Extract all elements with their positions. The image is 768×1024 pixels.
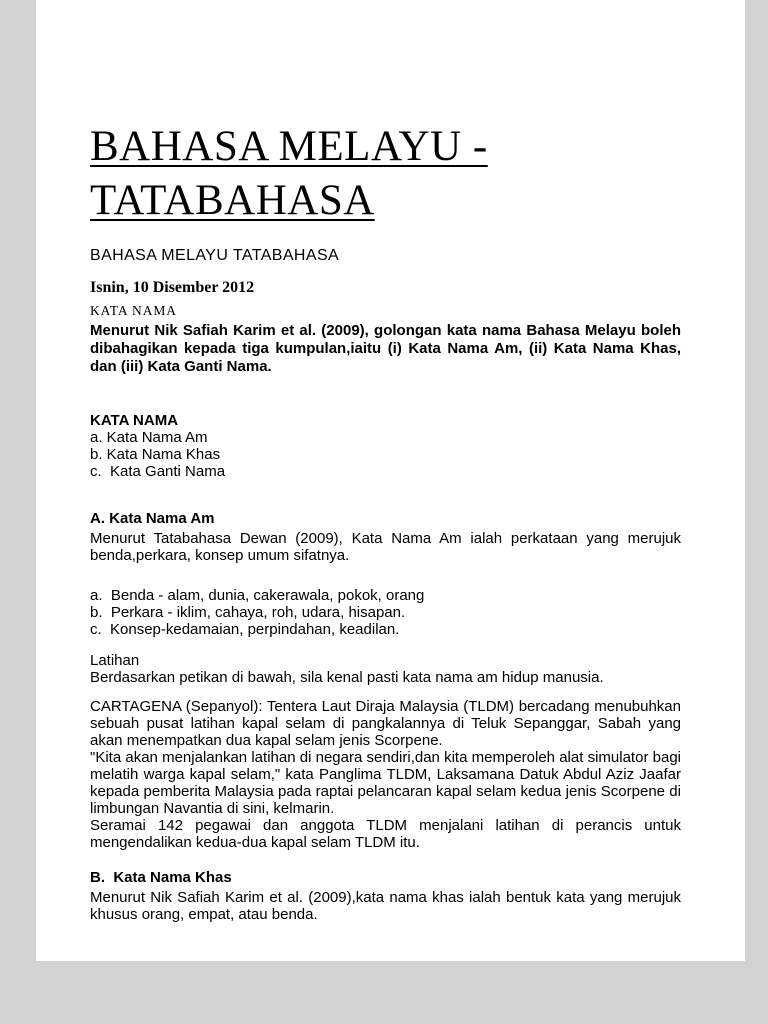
- passage-block: [90, 698, 681, 851]
- kata-nama-list-heading: KATA NAMA: [90, 411, 179, 429]
- latihan-heading: Latihan: [90, 651, 140, 669]
- page-title-line-2: TATABAHASA: [90, 177, 375, 224]
- list-item: c. Kata Ganti Nama: [90, 462, 226, 480]
- list-item: b. Kata Nama Khas: [90, 445, 221, 463]
- passage-paragraph: Seramai 142 pegawai dan anggota TLDM menjalani latihan di perancis untuk mengendalikan kedua-dua kapal selam TLDM itu.: [90, 816, 681, 851]
- passage-paragraph: "Kita akan menjalankan latihan di negara sendiri,dan kita memperoleh alat simulator bagi melatih warga kapal selam," kata Panglima TLDM, Laksamana Datuk Abdul Aziz Jaafar kepada pemberita Malaysia pada raptai pelancaran kapal selam kedua jenis Scorpene di limbungan Navantia di sini, kelmarin.: [90, 748, 681, 817]
- list-item: a. Benda - alam, dunia, cakerawala, pokok, orang: [90, 586, 425, 604]
- kata-nama-caps-label: KATA NAMA: [90, 303, 177, 318]
- list-item: c. Konsep-kedamaian, perpindahan, keadilan.: [90, 620, 400, 638]
- page-title-line-1: BAHASA MELAYU -: [90, 123, 488, 170]
- passage-paragraph: CARTAGENA (Sepanyol): Tentera Laut Diraja Malaysia (TLDM) bercadang menubuhkan sebuah pusat latihan kapal selam di pangkalannya di Teluk Sepanggar, Sabah yang akan menempatkan dua kapal selam jenis Scorpene.: [90, 697, 681, 749]
- section-b-heading: B. Kata Nama Khas: [90, 868, 232, 886]
- date-line: Isnin, 10 Disember 2012: [90, 279, 255, 296]
- kata-nama-list: [90, 429, 681, 480]
- list-item: a. Kata Nama Am: [90, 428, 208, 446]
- latihan-body: Berdasarkan petikan di bawah, sila kenal pasti kata nama am hidup manusia.: [90, 668, 604, 686]
- section-a-body: Menurut Tatabahasa Dewan (2009), Kata Nama Am ialah perkataan yang merujuk benda,perkara, konsep umum sifatnya.: [90, 529, 681, 564]
- list-item: b. Perkara - iklim, cahaya, roh, udara, hisapan.: [90, 603, 406, 621]
- document-subtitle: BAHASA MELAYU TATABAHASA: [90, 247, 340, 264]
- page-title: [90, 120, 681, 228]
- intro-paragraph: Menurut Nik Safiah Karim et al. (2009), golongan kata nama Bahasa Melayu boleh dibahagikan kepada tiga kumpulan,iaitu (i) Kata Nama Am, (ii) Kata Nama Khas, dan (iii) Kata Ganti Nama.: [90, 321, 681, 375]
- section-b-body: Menurut Nik Safiah Karim et al. (2009),kata nama khas ialah bentuk kata yang merujuk khusus orang, empat, atau benda.: [90, 888, 681, 923]
- section-a-list: [90, 587, 681, 638]
- document-page: [36, 0, 745, 961]
- section-a-heading: A. Kata Nama Am: [90, 509, 215, 527]
